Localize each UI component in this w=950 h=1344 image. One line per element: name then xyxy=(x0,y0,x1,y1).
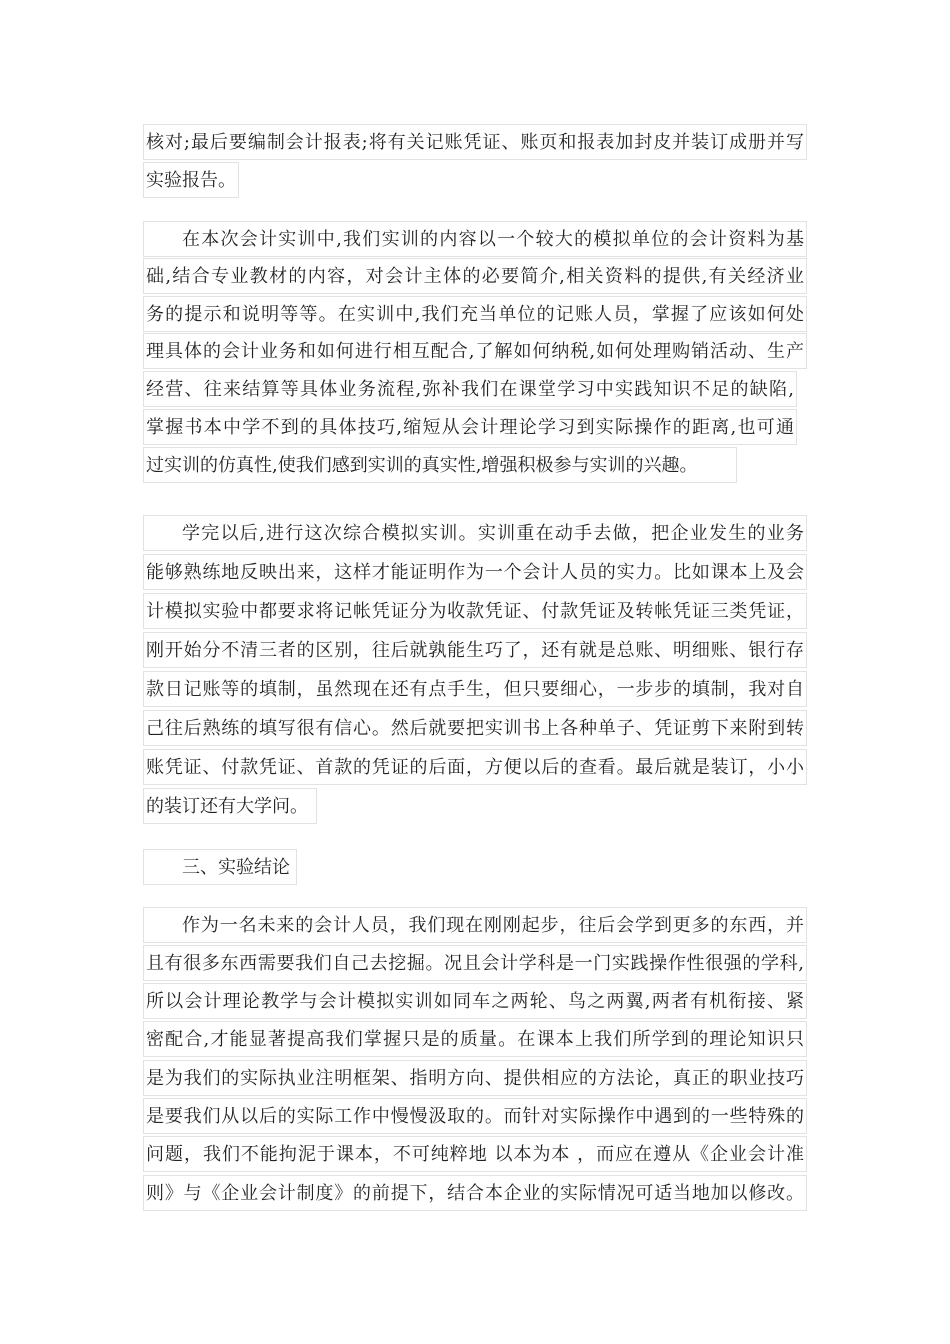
text-line: 所以会计理论教学与会计模拟实训如同车之两轮、鸟之两翼,两者有机衔接、紧 xyxy=(143,983,807,1019)
text-line: 作为一名未来的会计人员，我们现在刚刚起步，往后会学到更多的东西，并 xyxy=(143,907,807,943)
text-line: 计模拟实验中都要求将记帐凭证分为收款凭证、付款凭证及转帐凭证三类凭证， xyxy=(143,593,807,629)
text-line: 刚开始分不清三者的区别，往后就孰能生巧了，还有就是总账、明细账、银行存 xyxy=(143,632,807,668)
text-line: 实验报告。 xyxy=(143,162,239,198)
text-line: 理具体的会计业务和如何进行相互配合,了解如何纳税,如何处理购销活动、生产 xyxy=(143,333,807,369)
text-line: 过实训的仿真性,使我们感到实训的真实性,增强积极参与实训的兴趣。 xyxy=(143,447,737,483)
text-line: 且有很多东西需要我们自己去挖掘。况且会计学科是一门实践操作性很强的学科, xyxy=(143,945,807,981)
text-line: 款日记账等的填制，虽然现在还有点手生，但只要细心，一步步的填制，我对自 xyxy=(143,671,807,707)
text-line: 则》与《企业会计制度》的前提下，结合本企业的实际情况可适当地加以修改。 xyxy=(143,1175,807,1211)
text-line: 的装订还有大学问。 xyxy=(143,788,317,824)
text-line: 是要我们从以后的实际工作中慢慢汲取的。而针对实际操作中遇到的一些特殊的 xyxy=(143,1098,807,1134)
text-line: 账凭证、付款凭证、首款的凭证的后面，方便以后的查看。最后就是装订，小小 xyxy=(143,749,807,785)
text-line: 是为我们的实际执业注明框架、指明方向、提供相应的方法论，真正的职业技巧 xyxy=(143,1060,807,1096)
text-line: 核对;最后要编制会计报表;将有关记账凭证、账页和报表加封皮并装订成册并写 xyxy=(143,124,807,160)
text-line: 经营、往来结算等具体业务流程,弥补我们在课堂学习中实践知识不足的缺陷, xyxy=(143,371,797,407)
text-line: 础,结合专业教材的内容，对会计主体的必要简介,相关资料的提供,有关经济业 xyxy=(143,258,807,294)
text-line: 密配合,才能显著提高我们掌握只是的质量。在课本上我们所学到的理论知识只 xyxy=(143,1021,807,1057)
text-line: 学完以后,进行这次综合模拟实训。实训重在动手去做，把企业发生的业务 xyxy=(143,515,807,551)
text-line: 能够熟练地反映出来，这样才能证明作为一个会计人员的实力。比如课本上及会 xyxy=(143,554,807,590)
text-line: 务的提示和说明等等。在实训中,我们充当单位的记账人员，掌握了应该如何处 xyxy=(143,296,807,332)
text-line: 己往后熟练的填写很有信心。然后就要把实训书上各种单子、凭证剪下来附到转 xyxy=(143,710,807,746)
text-line: 掌握书本中学不到的具体技巧,缩短从会计理论学习到实际操作的距离,也可通 xyxy=(143,409,797,445)
text-line: 在本次会计实训中,我们实训的内容以一个较大的模拟单位的会计资料为基 xyxy=(143,221,807,257)
section-heading: 三、实验结论 xyxy=(143,849,297,885)
text-line: 问题，我们不能拘泥于课本，不可纯粹地 以本为本 ，而应在遵从《企业会计准 xyxy=(143,1136,807,1172)
